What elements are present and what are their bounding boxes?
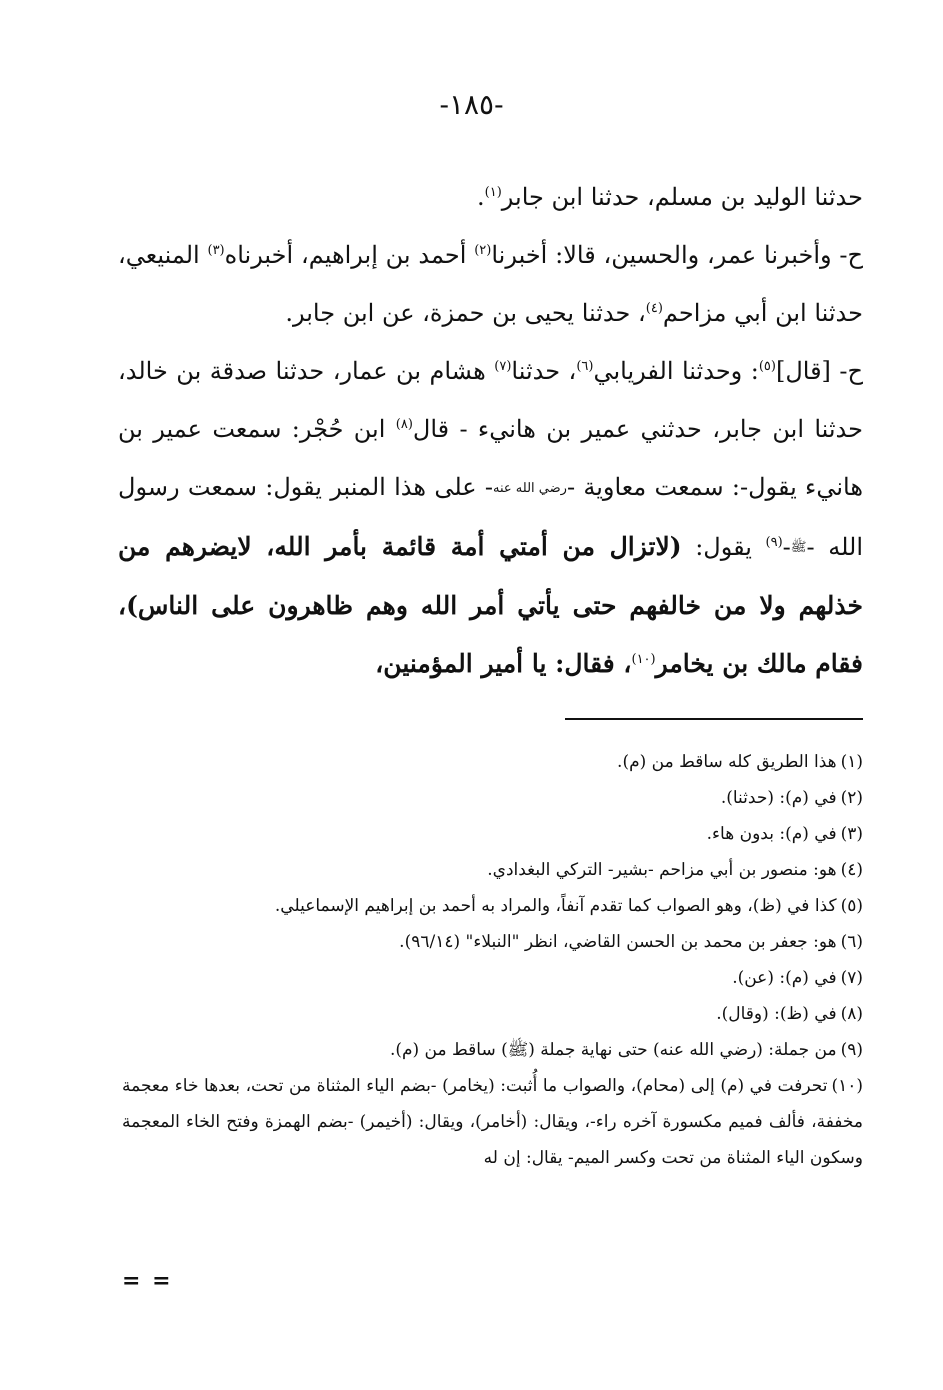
footnote-divider (565, 718, 863, 720)
footnote-text: في (ظ): (وقال). (716, 1004, 837, 1024)
text-run: . (477, 183, 485, 211)
text-run: ، حدثنا يحيى بن حمزة، عن ابن جابر. (285, 299, 646, 327)
footnote-number: (٢) (840, 788, 863, 808)
paragraph-1 (118, 168, 863, 226)
text-run: هشام بن عمار، حدثنا صدقة بن خالد، حدثنا ابن جابر، حدثني عمير بن هانيء - قال (118, 357, 863, 443)
footnote-ref: (٣) (207, 243, 225, 258)
text-run: ح- وأخبرنا عمر، والحسين، قالا: أخبرنا (491, 241, 863, 269)
footnote-number: (٨) (840, 1004, 863, 1024)
footnote-number: (٤) (840, 860, 863, 880)
footnote (122, 996, 863, 1032)
footnote-text: هو: منصور بن أبي مزاحم -بشير- التركي البغدادي. (487, 860, 837, 880)
text-run: حدثنا الوليد بن مسلم، حدثنا ابن جابر (501, 183, 863, 211)
footnote-number: (٥) (840, 896, 863, 916)
footnote-number: (٣) (840, 824, 863, 844)
footnote-text: هو: جعفر بن محمد بن الحسن القاضي، انظر "النبلاء" (٩٦/١٤). (399, 932, 837, 952)
footnote-text: من جملة: (رضي الله عنه) حتى نهاية جملة (ﷺ) ساقط من (م). (389, 1040, 837, 1060)
footnote-ref: (٤) (645, 301, 663, 316)
footnote (122, 816, 863, 852)
footnote-ref: (٥) (758, 359, 776, 374)
footnote-ref: (١٠) (631, 652, 656, 667)
hadith-text: ، فقال: يا أمير المؤمنين، (375, 649, 632, 678)
footnote (122, 888, 863, 924)
hadith-text: (لاتزال من أمتي أمة قائمة بأمر الله، لايضرهم من خذلهم ولا من خالفهم حتى يأتي أمر الله وهم ظاهرون على الناس)، فقام مالك بن يخامر (118, 531, 863, 678)
footnote-number: (٧) (840, 968, 863, 988)
footnote-ref: (٩) (765, 534, 783, 550)
paragraph-2 (118, 226, 863, 342)
footnotes (122, 744, 863, 1176)
footnote (122, 924, 863, 960)
text-run: المنيعي، حدثنا ابن أبي مزاحم (118, 241, 863, 327)
footnote-ref: (٦) (576, 359, 594, 374)
text-run: ح- [قال] (775, 357, 864, 385)
footnote-number: (٩) (840, 1040, 863, 1060)
text-run: - (782, 532, 791, 561)
footnote-text: في (م): بدون هاء. (706, 824, 837, 844)
honorific-glyph: ﷺ (790, 540, 807, 555)
continuation-mark: = = (122, 1268, 173, 1294)
footnote (122, 1068, 863, 1176)
text-run: ، حدثنا (511, 357, 577, 385)
text-run: يقول: (681, 532, 766, 561)
footnote-number: (١٠) (831, 1076, 863, 1096)
footnote (122, 960, 863, 996)
footnote-ref: (٧) (494, 359, 512, 374)
footnote-text: هذا الطريق كله ساقط من (م). (617, 752, 837, 772)
text-run: - على هذا المنبر يقول: سمعت رسول الله - (118, 473, 863, 561)
footnote (122, 1032, 863, 1068)
footnote-text: في (م): (عن). (732, 968, 837, 988)
footnote-ref: (٨) (395, 417, 413, 432)
page-number: -١٨٥- (439, 88, 504, 121)
footnote (122, 744, 863, 780)
footnote-text: تحرفت في (م) إلى (محام)، والصواب ما أُثبت: (يخامر) -بضم الياء المثناة من تحت، بعدها خاء معجمة مخففة، فألف فميم مكسورة آخره راء-، ويقال: (أخامر)، ويقال: (أخيمر) -بضم الهمزة وفتح الخاء المعجمة وسكون الياء المثناة من تحت وكسر الميم- يقال: إن له (122, 1076, 863, 1168)
footnote-number: (٦) (840, 932, 863, 952)
footnote (122, 780, 863, 816)
text-run: : وحدثنا الفريابي (593, 357, 759, 385)
footnote-ref: (٢) (474, 243, 492, 258)
footnote-text: كذا في (ظ)، وهو الصواب كما تقدم آنفاً، والمراد به أحمد بن إبراهيم الإسماعيلي. (274, 896, 837, 916)
text-run: أحمد بن إبراهيم، أخبرناه (224, 241, 475, 269)
honorific-glyph: رضي الله عنه (493, 480, 567, 496)
footnote-text: في (م): (حدثنا). (720, 788, 837, 808)
main-text (118, 168, 863, 693)
footnote (122, 852, 863, 888)
text-run: ابن حُجْر: سمعت عمير بن هانيء يقول-: سمعت معاوية - (118, 415, 863, 501)
footnote-ref: (١) (484, 185, 502, 200)
footnote-number: (١) (840, 752, 863, 772)
paragraph-3 (118, 342, 863, 693)
